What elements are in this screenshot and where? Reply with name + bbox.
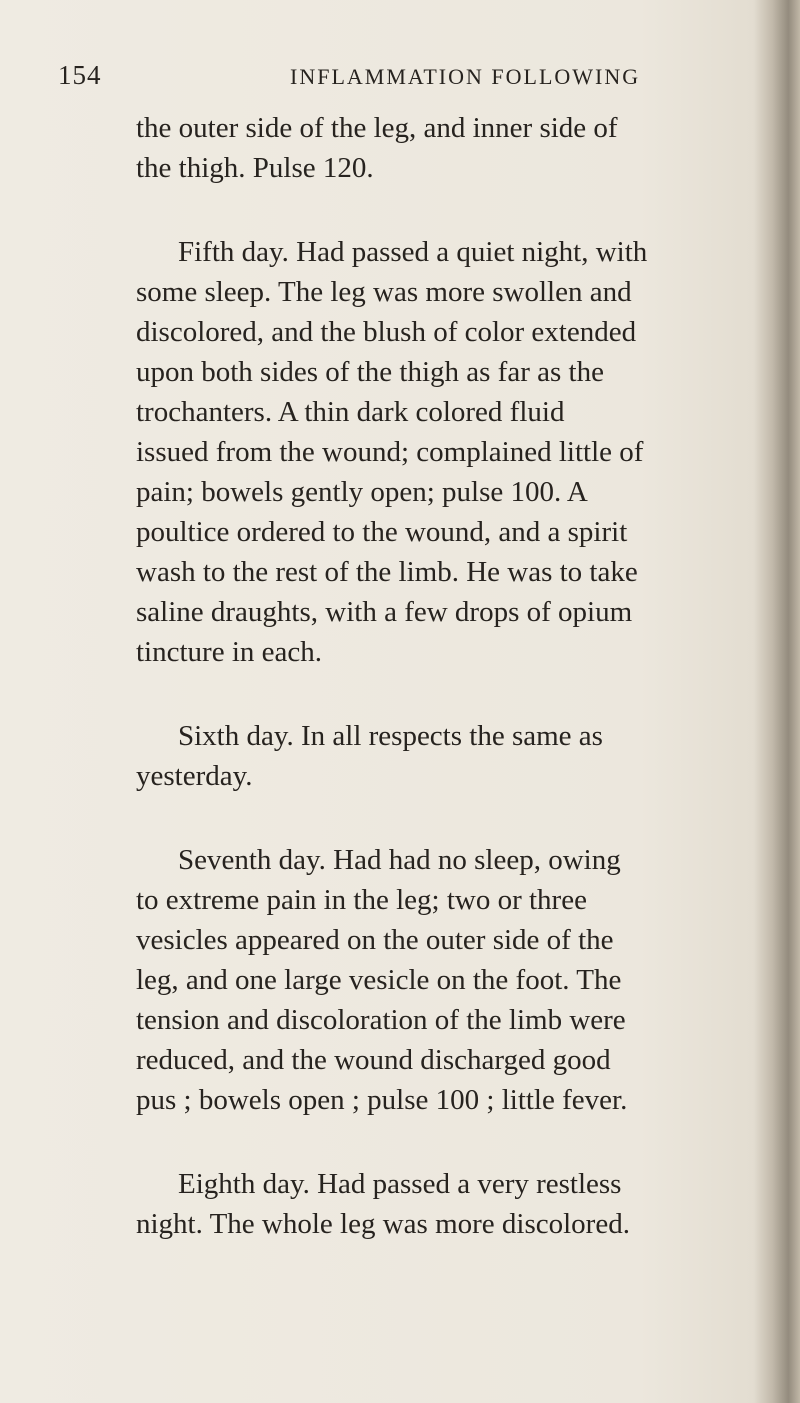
text-line: Sixth day. In all respects the same as <box>178 720 603 752</box>
body-text <box>136 108 790 1288</box>
paragraph-continuation <box>136 108 790 188</box>
text-line: the thigh. Pulse 120. <box>136 152 374 184</box>
text-line: tincture in each. <box>136 636 322 668</box>
paragraph-sixth-day <box>136 716 790 796</box>
text-line: issued from the wound; complained little of <box>136 436 644 468</box>
text-line: pain; bowels gently open; pulse 100. A <box>136 476 588 508</box>
text-line: the outer side of the leg, and inner side of <box>136 112 618 144</box>
text-line: Seventh day. Had had no sleep, owing <box>178 844 621 876</box>
text-line: wash to the rest of the limb. He was to take <box>136 556 638 588</box>
paragraph-fifth-day <box>136 232 790 672</box>
paragraph-eighth-day <box>136 1164 790 1244</box>
text-line: trochanters. A thin dark colored fluid <box>136 396 565 428</box>
text-line: upon both sides of the thigh as far as the <box>136 356 604 388</box>
text-line: night. The whole leg was more discolored. <box>136 1208 630 1240</box>
page-number: 154 <box>58 60 102 90</box>
text-line: poultice ordered to the wound, and a spirit <box>136 516 628 548</box>
running-head: INFLAMMATION FOLLOWING <box>290 64 641 89</box>
text-line: Fifth day. Had passed a quiet night, with <box>178 236 648 268</box>
text-line: yesterday. <box>136 760 253 792</box>
paragraph-seventh-day <box>136 840 790 1120</box>
text-line: discolored, and the blush of color extended <box>136 316 637 348</box>
text-line: leg, and one large vesicle on the foot. The <box>136 964 622 996</box>
text-line: saline draughts, with a few drops of opium <box>136 596 633 628</box>
text-line: Eighth day. Had passed a very restless <box>178 1168 622 1200</box>
text-line: to extreme pain in the leg; two or three <box>136 884 587 916</box>
text-line: tension and discoloration of the limb were <box>136 1004 626 1036</box>
text-line: pus ; bowels open ; pulse 100 ; little fever. <box>136 1084 628 1116</box>
text-line: some sleep. The leg was more swollen and <box>136 276 632 308</box>
text-line: reduced, and the wound discharged good <box>136 1044 611 1076</box>
text-line: vesicles appeared on the outer side of the <box>136 924 614 956</box>
